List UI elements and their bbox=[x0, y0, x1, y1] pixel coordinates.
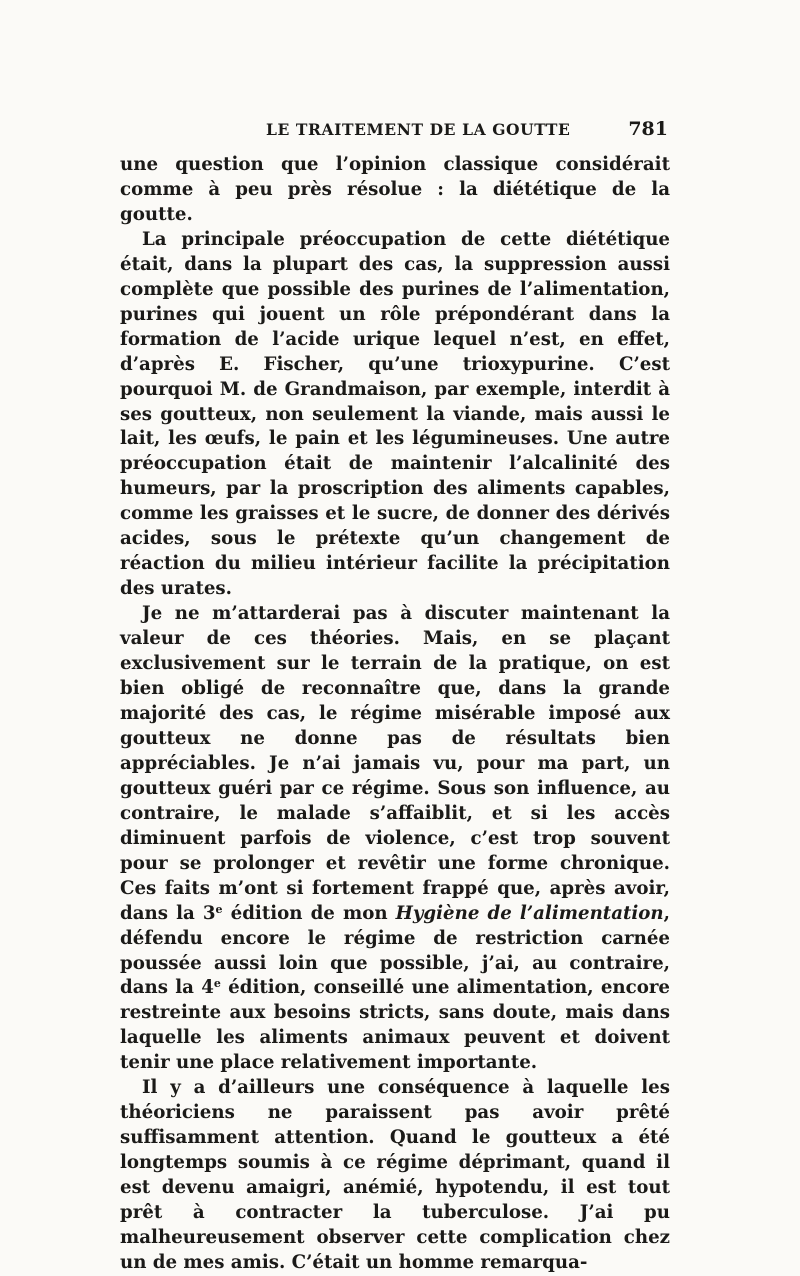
paragraph-p2 bbox=[120, 228, 670, 602]
text-run: La principale préoccupation de cette diététique était, dans la plupart des cas, la suppression aussi complète que possible des purines de l’alimentation, purines qui jouent un rôle prépondérant dans la formation de l’acide urique lequel n’est, en effet, d’après E. Fischer, qu’une trioxypurine. C’est pourquoi M. de Grandmaison, par exemple, interdit à ses goutteux, non seulement la viande, mais aussi le lait, les œufs, le pain et les légumineuses. Une autre préoccupation était de maintenir l’alcalinité des humeurs, par la proscription des aliments capables, comme les graisses et le sucre, de donner des dérivés acides, sous le prétexte qu’un changement de réaction du milieu intérieur facilite la précipitation des urates. bbox=[120, 228, 670, 600]
page-header bbox=[120, 118, 670, 142]
page-number: 781 bbox=[628, 118, 668, 140]
text-run: , défendu encore le régime de restriction carnée poussée aussi loin que possible, j’ai, au contraire, dans la 4 bbox=[120, 902, 670, 999]
ordinal-suffix: e bbox=[213, 977, 221, 991]
paragraph-p1 bbox=[120, 153, 670, 228]
body-text bbox=[120, 153, 670, 1276]
ordinal-suffix: e bbox=[215, 902, 223, 916]
book-title: Hygiène de l’alimentation bbox=[395, 902, 664, 924]
paragraph-p3 bbox=[120, 602, 670, 1076]
text-run: édition de mon bbox=[222, 902, 396, 924]
running-title: LE TRAITEMENT DE LA GOUTTE bbox=[266, 120, 571, 139]
text-run: Je ne m’attarderai pas à discuter maintenant la valeur de ces théories. Mais, en se plaçant exclusivement sur le terrain de la pratique, on est bien obligé de reconnaître que, dans la grande majorité des cas, le régime misérable imposé aux goutteux ne donne pas de résultats bien appréciables. Je n’ai jamais vu, pour ma part, un goutteux guéri par ce régime. Sous son influence, au contraire, le malade s’affaiblit, et si les accès diminuent parfois de violence, c’est trop souvent pour se prolonger et revêtir une forme chronique. Ces faits m’ont si fortement frappé que, après avoir, dans la 3 bbox=[120, 603, 670, 924]
paragraph-p4 bbox=[120, 1076, 670, 1276]
text-run: une question que l’opinion classique considérait comme à peu près résolue : la diététique de la goutte. bbox=[120, 154, 670, 225]
text-run: édition, conseillé une alimentation, encore restreinte aux besoins stricts, sans doute, mais dans laquelle les aliments animaux peuvent et doivent tenir une place relativement importante. bbox=[120, 977, 670, 1074]
text-run: Il y a d’ailleurs une conséquence à laquelle les théoriciens ne paraissent pas avoir prêté suffisamment attention. Quand le goutteux a été longtemps soumis à ce régime déprimant, quand il est devenu amaigri, anémié, hypotendu, il est tout prêt à contracter la tuberculose. J’ai pu malheureusement observer cette complication chez un de mes amis. C’était un homme remarqua- bbox=[120, 1077, 670, 1273]
